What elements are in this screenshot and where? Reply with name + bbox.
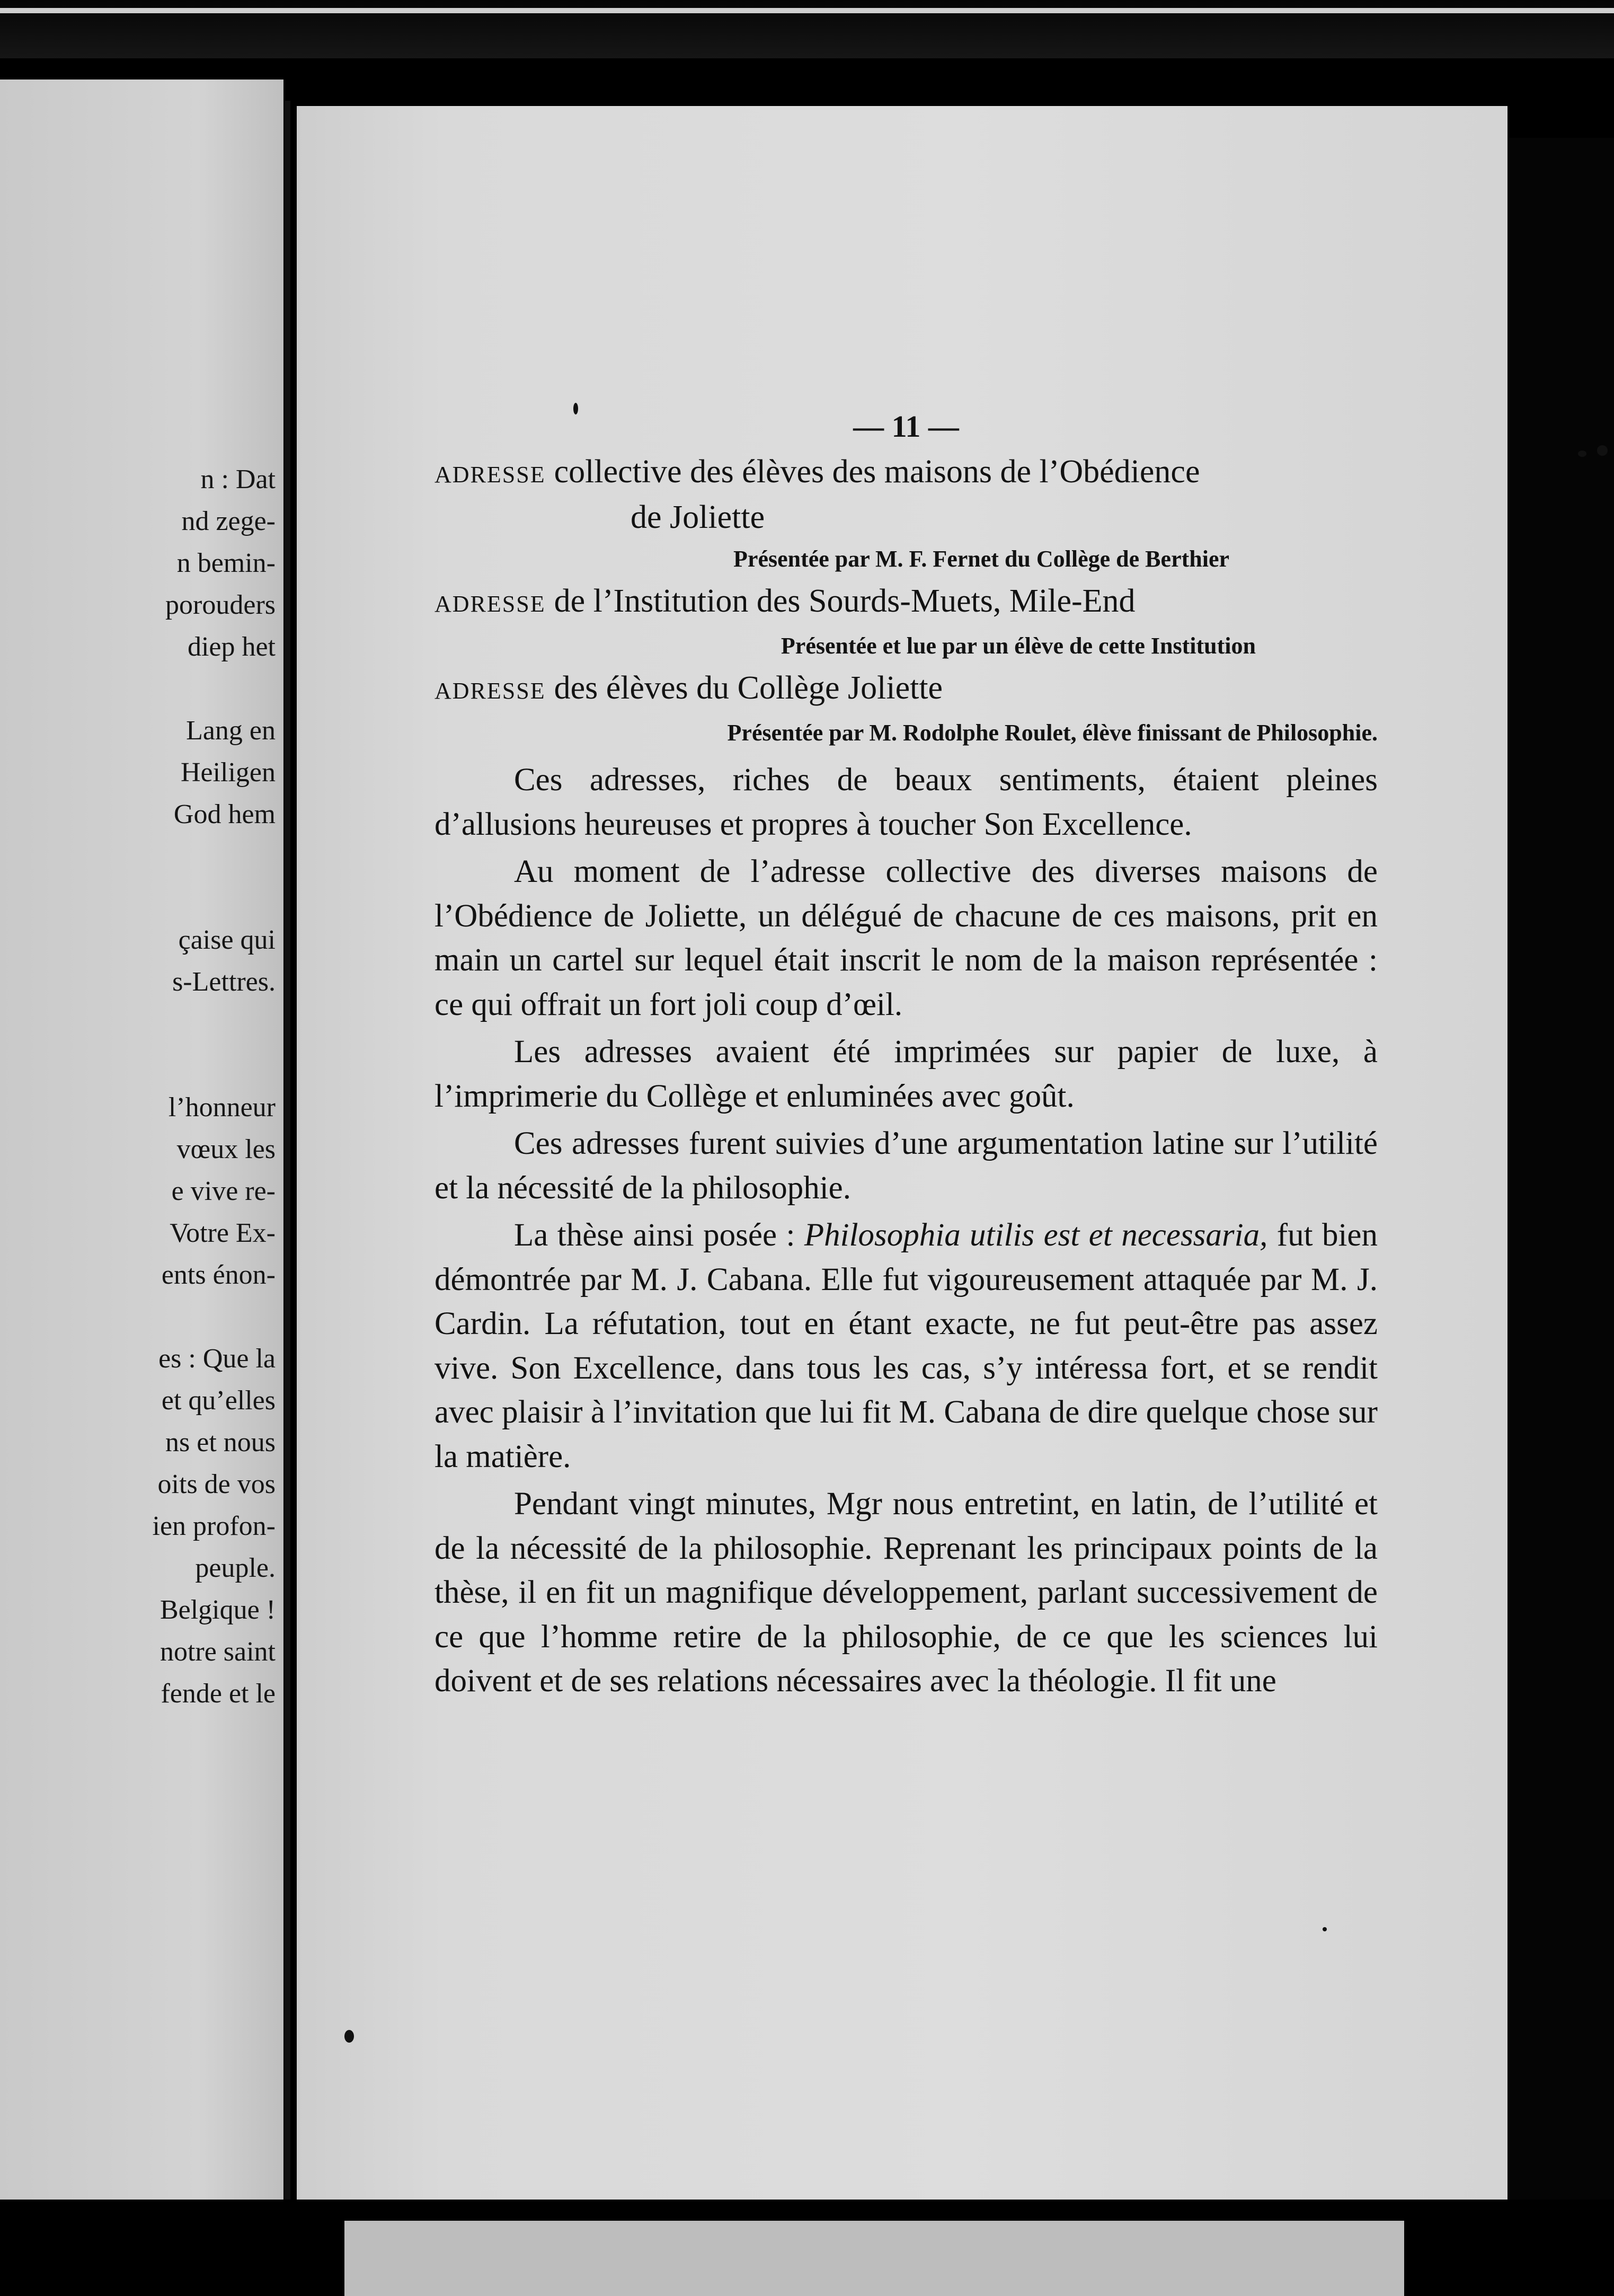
facing-page-line: n : Dat [200, 464, 276, 494]
paragraph: Ces adresses, riches de beaux sentiments, étaient pleines d’allusions heureuses et propres à toucher Son Excellence. [434, 762, 1378, 842]
facing-page-line: n bemin- [176, 548, 276, 578]
facing-page-line: ns et nous [165, 1427, 276, 1458]
ink-speck [1597, 445, 1608, 456]
text-run: La thèse ainsi posée : [514, 1217, 804, 1253]
facing-page-line [0, 1003, 276, 1045]
facing-page-line: porouders [165, 590, 276, 620]
address-title: collective des élèves des maisons de l’Obédience [554, 454, 1200, 490]
facing-page-line [0, 1045, 276, 1087]
facing-page-line: vœux les [176, 1134, 276, 1164]
address-title-continued: de Joliette [631, 499, 765, 535]
paragraph: Ces adresses furent suivies d’une argumentation latine sur l’utilité et la nécessité de la philosophie. [434, 1126, 1378, 1206]
facing-page-line: peuple. [195, 1553, 276, 1583]
facing-page-line: e vive re- [171, 1176, 276, 1206]
facing-page-line: s-Lettres. [172, 967, 276, 997]
facing-page-line: ien profon- [152, 1511, 276, 1541]
ink-speck [1578, 451, 1586, 457]
address-title: des élèves du Collège Joliette [554, 670, 943, 706]
text-run: fut bien démontrée par M. J. Cabana. Elle fut vigoureusement attaquée par M. J. Cardin. La réfutation, tout en étant exacte, ne fut peut-être pas assez vive. Son Excellence, dans tous les cas, s’y intéressa fort, et se rendit avec plaisir à l’invitation que lui fit M. Cabana de dire quelque chose sur la matière. [434, 1217, 1378, 1474]
address-label: ADRESSE [434, 591, 546, 617]
ink-speck [1323, 1927, 1327, 1931]
facing-page-line: l’honneur [168, 1092, 276, 1123]
bottom-page-strip [344, 2221, 1404, 2296]
paragraph: Pendant vingt minutes, Mgr nous entretint, en latin, de l’utilité et de la nécessité de la philosophie. Reprenant les principaux points de la thèse, il en fit un magnifique développement, parlant successivement de ce que l’homme retire de la philosophie, de ce que les sciences lui doivent et de ses relations nécessaires avec la théologie. Il fit une [434, 1486, 1378, 1699]
ink-speck [344, 2030, 354, 2043]
address-label: ADRESSE [434, 678, 546, 704]
paragraph: Au moment de l’adresse collective des diverses maisons de l’Obédience de Joliette, un délégué de chacune de ces maisons, prit en main un cartel sur lequel était inscrit le nom de la maison représentée : ce qui offrait un fort joli coup d’œil. [434, 854, 1378, 1022]
address-label: ADRESSE [434, 462, 546, 488]
facing-page-line: God hem [173, 799, 276, 829]
facing-page-line [0, 877, 276, 919]
facing-page-line: oits de vos [157, 1469, 276, 1499]
paragraph [434, 1213, 1378, 1479]
address-byline-3: Présentée par M. Rodolphe Roulet, élève finissant de Philosophie. [727, 720, 1378, 746]
facing-page-line [0, 668, 276, 710]
facing-page-line [0, 835, 276, 877]
facing-page-line: es : Que la [158, 1344, 276, 1374]
top-frame-line [0, 8, 1614, 13]
facing-page-text [0, 458, 276, 1715]
latin-thesis: Philosophia utilis est et necessaria, [804, 1217, 1268, 1253]
facing-page-line: et qu’elles [161, 1385, 276, 1416]
facing-page-line: Lang en [186, 716, 276, 746]
address-title: de l’Institution des Sourds-Muets, Mile-End [554, 583, 1136, 619]
facing-page-line: Votre Ex- [170, 1218, 276, 1248]
page-content [434, 403, 1378, 1703]
facing-page-line: Belgique ! [159, 1595, 276, 1625]
paragraph: Les adresses avaient été imprimées sur papier de luxe, à l’imprimerie du Collège et enluminées avec goût. [434, 1034, 1378, 1114]
address-heading-3 [434, 667, 1378, 712]
address-byline-1: Présentée par M. F. Fernet du Collège de Berthier [733, 546, 1229, 572]
address-heading-2 [434, 580, 1378, 625]
facing-page-line: diep het [187, 632, 276, 662]
page-number: — 11 — [853, 409, 959, 444]
body-text [434, 758, 1378, 1703]
facing-page-line: çaise qui [178, 925, 276, 955]
facing-page-line: Heiligen [180, 757, 276, 788]
address-byline-2: Présentée et lue par un élève de cette Institution [781, 633, 1256, 659]
facing-page-line: nd zege- [181, 506, 276, 536]
facing-page-line: fende et le [161, 1679, 276, 1709]
facing-page-line: ents énon- [161, 1260, 276, 1290]
address-heading-1 [434, 451, 1378, 538]
facing-page-line: notre saint [159, 1637, 276, 1667]
book-gutter [285, 101, 290, 2200]
facing-page-line [0, 1296, 276, 1338]
